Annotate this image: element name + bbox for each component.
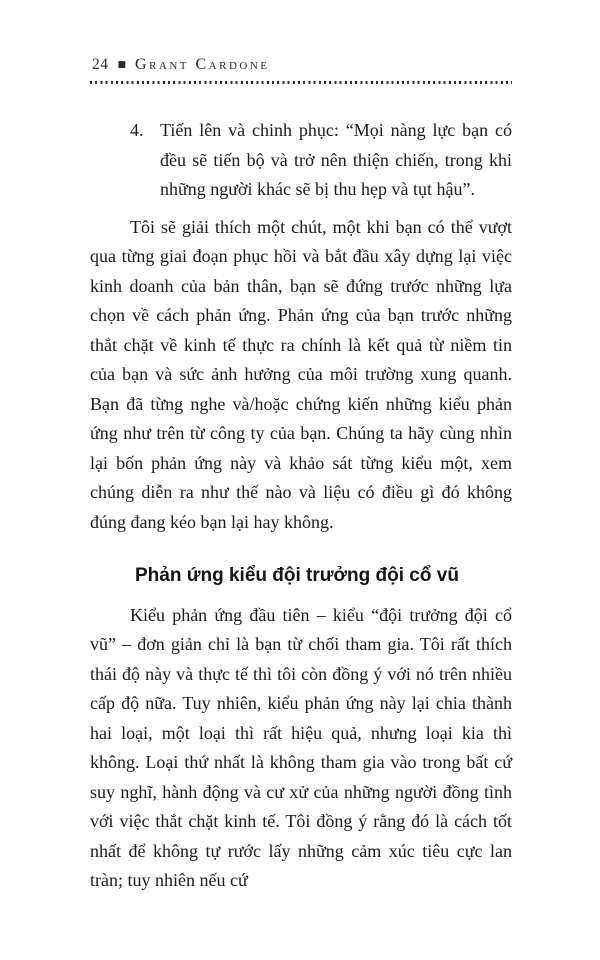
page-content [90,116,512,896]
book-title: Grant Cardone [135,56,270,73]
body-paragraph-2: Kiểu phản ứng đầu tiên – kiểu “đội trưởng đội cổ vũ” – đơn giản chỉ là bạn từ chối tham gia. Tôi rất thích thái độ này và thực tế thì tôi còn đồng ý với nó trên nhiều cấp độ nữa. Tuy nhiên, kiểu phản ứng này lại chia thành hai loại, một loại thì rất hiệu quả, nhưng loại kia thì không. Loại thứ nhất là không tham gia vào trong bất cứ suy nghĩ, hành động và cư xử của những người đồng tình với việc thắt chặt kinh tế. Tôi đồng ý rằng đó là cách tốt nhất để không tự rước lấy những cảm xúc tiêu cực lan tràn; tuy nhiên nếu cứ [90,604,512,890]
numbered-list-item [130,116,512,205]
dotted-divider [90,81,512,84]
list-item-number: 4. [130,120,144,140]
section-heading: Phản ứng kiểu đội trưởng đội cổ vũ [135,565,459,586]
page-number: 24 [92,56,109,73]
list-item-text: Tiến lên và chinh phục: “Mọi nàng lực bạn có đều sẽ tiến bộ và trở nên thiện chiến, trong khi những người khác sẽ bị thu hẹp và tụt hậu”. [160,120,512,199]
square-bullet-icon: ■ [117,60,127,70]
running-header [90,56,512,74]
body-paragraph-1: Tôi sẽ giải thích một chút, một khi bạn có thể vượt qua từng giai đoạn phục hồi và bắt đầu xây dựng lại việc kinh doanh của bản thân, bạn sẽ đứng trước những lựa chọn về cách phản ứng. Phản ứng của bạn trước những thắt chặt về kinh tế thực ra chính là kết quả từ niềm tin của bạn và sức ảnh hưởng của môi trường xung quanh. Bạn đã từng nghe và/hoặc chứng kiến những kiểu phản ứng như trên từ công ty của bạn. Chúng ta hãy cùng nhìn lại bốn phản ứng này và khảo sát từng kiểu một, xem chúng diễn ra như thế nào và liệu có điều gì đó không đúng đang kéo bạn lại hay không. [90,216,512,532]
